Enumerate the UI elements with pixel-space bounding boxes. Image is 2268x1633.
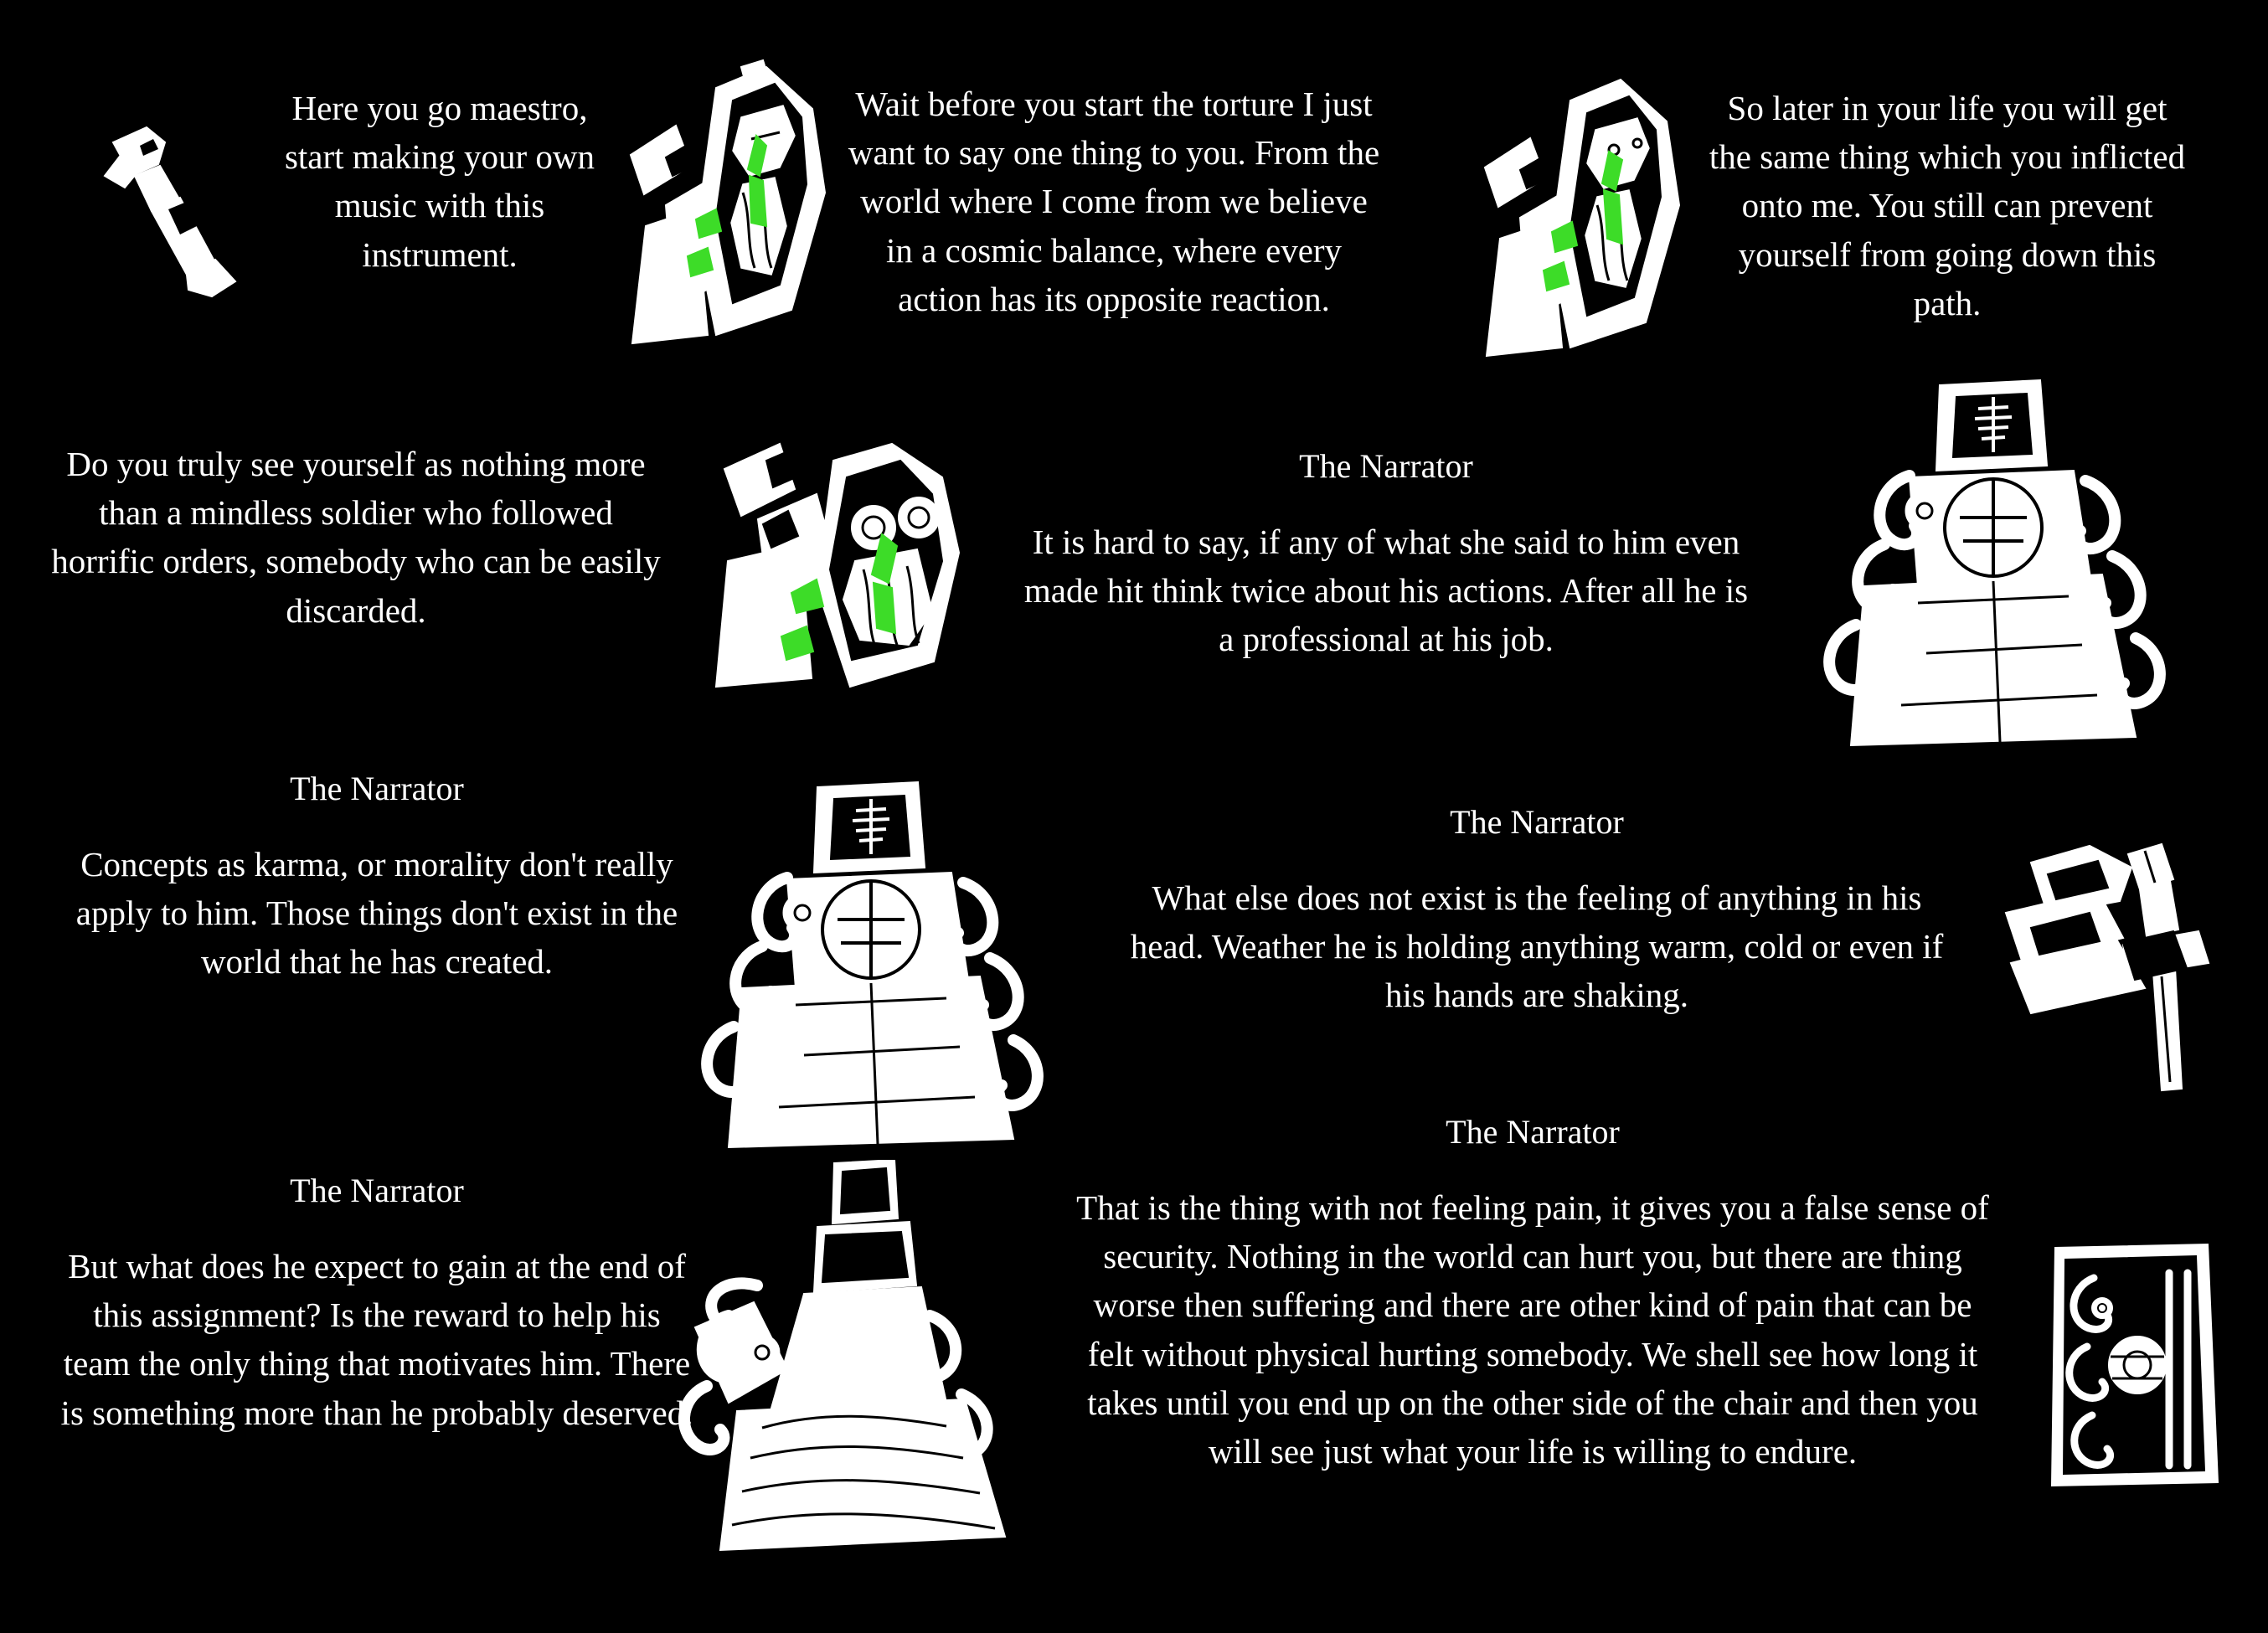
panel-7-speaker: The Narrator (1450, 803, 1624, 841)
panel-8 (59, 1168, 695, 1437)
panel-3-dialogue: So later in your life you will get the same thing which you inflicted onto me. You still can prevent yourself from going down this path. (1709, 89, 2186, 322)
panel-2-dialogue: Wait before you start the torture I just want to say one thing to you. From the world where I come from we believe in a cosmic balance, where every action has its opposite reaction. (848, 85, 1380, 318)
bound-creature-in-chair-sketch (616, 59, 842, 377)
panel-4-dialogue: Do you truly see yourself as nothing more than a mindless soldier who followed horrific orders, somebody who can be easily discarded. (51, 445, 661, 630)
panel-5-speaker: The Narrator (1299, 447, 1473, 485)
panel-7-dialogue: What else does not exist is the feeling of anything in his head. Weather he is holding anything warm, cold or even if his hands are shaking. (1130, 878, 1944, 1015)
panel-7 (1118, 800, 1956, 1020)
narrator-head-closeup-sketch (2044, 1239, 2228, 1491)
panel-1 (276, 84, 603, 279)
panel-9-speaker: The Narrator (1446, 1113, 1620, 1151)
panel-2 (846, 80, 1382, 323)
panel-4 (50, 440, 662, 635)
panel-6-speaker: The Narrator (290, 770, 464, 807)
panel-6 (59, 766, 695, 986)
panel-5-dialogue: It is hard to say, if any of what she said to him even made hit think twice about his actions. After all he is a professional at his job. (1023, 523, 1749, 659)
bound-creature-closeup-sketch (708, 435, 992, 712)
hammer-and-nail-sketch (88, 117, 272, 310)
bound-creature-in-chair-sketch (1470, 71, 1696, 389)
panel-3 (1704, 84, 2190, 327)
panel-9-dialogue: That is the thing with not feeling pain, it gives you a false sense of security. Nothing in the world can hurt you, but there are thing worse then suffering and there are other kind of pain that can be felt without physical hurting somebody. We shell see how long it takes until you end up on the other side of the chair and then you will see just what your life is willing to endure. (1076, 1188, 1989, 1471)
panel-9 (1076, 1110, 1989, 1476)
narrator-figure-sketch (1784, 377, 2203, 762)
hand-holding-nail-sketch (1997, 837, 2232, 1105)
panel-8-speaker: The Narrator (290, 1172, 464, 1209)
panel-8-dialogue: But what does he expect to gain at the end of this assignment? Is the reward to help his team the only thing that motivates him. There is something more than he probably deserved. (60, 1247, 693, 1432)
narrator-lower-body-sketch (670, 1160, 1064, 1562)
panel-6-dialogue: Concepts as karma, or morality don't really apply to him. Those things don't exist in the world that he has created. (75, 845, 678, 981)
panel-1-dialogue: Here you go maestro, start making your own music with this instrument. (284, 89, 595, 274)
panel-5 (1013, 444, 1759, 664)
narrator-figure-sketch (662, 779, 1080, 1164)
